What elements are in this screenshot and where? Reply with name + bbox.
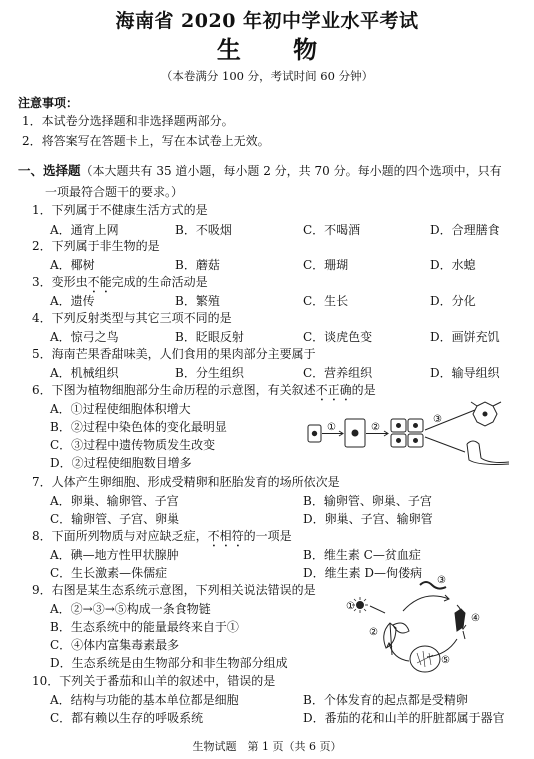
cell-nucleus — [352, 430, 358, 436]
part-desc: （本大题共有 35 道小题，每小题 2 分，共 70 分。每小题的四个选项中，只有 — [80, 164, 502, 178]
option: A．①过程使细胞体积增大 — [50, 402, 191, 416]
option: B．不吸烟 — [175, 223, 232, 237]
stem-emphasis: 不相符 — [207, 529, 244, 543]
label-3: ③ — [433, 414, 442, 425]
sun-icon — [357, 602, 364, 609]
note-item: 1．本试卷分选择题和非选择题两部分。 — [22, 114, 234, 128]
option: C．谈虎色变 — [303, 330, 373, 344]
stem-text: 6．下图为植物细胞部分生命历程的示意图，有关叙述 — [32, 383, 316, 397]
root-hair-cell — [467, 441, 509, 463]
cell-nucleus — [312, 431, 316, 435]
question-stem: 5．海南芒果香甜味美，人们食用的果肉部分主要属于 — [32, 347, 316, 361]
option: B．②过程中染色体的变化最明显 — [50, 420, 227, 434]
option: D．水螅 — [430, 258, 476, 272]
subject-title: 生 物 — [216, 35, 340, 64]
option: C．生长激素—侏儒症 — [50, 566, 168, 580]
option: A．机械组织 — [50, 366, 119, 380]
option: D．画饼充饥 — [430, 330, 500, 344]
option: C．不喝酒 — [303, 223, 361, 237]
option: C．都有赖以生存的呼吸系统 — [50, 711, 204, 725]
label-5: ⑤ — [441, 655, 450, 666]
question-stem: 10．下列关于番茄和山羊的叙述中，错误的是 — [32, 674, 276, 688]
cell-process-figure — [305, 400, 520, 468]
question-stem: 2．下列属于非生物的是 — [32, 239, 160, 253]
option: A．结构与功能的基本单位都是细胞 — [50, 693, 239, 707]
stem-text: 的一项是 — [243, 529, 292, 543]
option: A．碘—地方性甲状腺肿 — [50, 548, 179, 562]
option: A．②→③→⑤构成一条食物链 — [50, 602, 211, 616]
label-2: ② — [371, 422, 380, 433]
option: D．输导组织 — [430, 366, 500, 380]
label-2: ② — [369, 627, 378, 638]
exam-meta: （本卷满分 100 分，考试时间 60 分钟） — [160, 69, 374, 83]
option: A．椰树 — [50, 258, 95, 272]
option: D．维生素 D—佝偻病 — [303, 566, 423, 580]
stem-text: 的是 — [351, 383, 376, 397]
option: D．番茄的花和山羊的肝脏都属于器官 — [303, 711, 505, 725]
question-stem: 1．下列属于不健康生活方式的是 — [32, 203, 208, 217]
stem-text: 完成的生命活动是 — [111, 275, 208, 289]
option: C．珊瑚 — [303, 258, 349, 272]
stem-emphasis: 不能 — [87, 275, 112, 289]
option: A．遗传 — [50, 294, 95, 308]
option: D．②过程使细胞数目增多 — [50, 456, 192, 470]
option: B．个体发育的起点都是受精卵 — [303, 693, 468, 707]
option: C．营养组织 — [303, 366, 373, 380]
notes-heading: 注意事项： — [18, 96, 79, 110]
option: A．惊弓之鸟 — [50, 330, 119, 344]
label-1: ① — [346, 601, 355, 612]
option: C．③过程中遗传物质发生改变 — [50, 438, 216, 452]
stem-text: 3．变形虫 — [32, 275, 88, 289]
label-1: ① — [327, 422, 336, 433]
option: B．繁殖 — [175, 294, 220, 308]
option: B．蘑菇 — [175, 258, 220, 272]
note-item: 2．将答案写在答题卡上，写在本试卷上无效。 — [22, 134, 270, 148]
exam-title: 海南省 2020 年初中学业水平考试 — [115, 10, 419, 32]
option: D．生态系统是由生物部分和非生物部分组成 — [50, 656, 288, 670]
option: D．卵巢、子宫、输卵管 — [303, 512, 433, 526]
cycle-arrow — [403, 596, 449, 611]
question-stem: 9．右图是某生态系统示意图，下列相关说法错误的是 — [32, 583, 316, 597]
option: A．通宵上网 — [50, 223, 119, 237]
option: B．眨眼反射 — [175, 330, 244, 344]
option: B．维生素 C—贫血症 — [303, 548, 421, 562]
question-stem: 7．人体产生卵细胞、形成受精卵和胚胎发育的场所依次是 — [32, 475, 340, 489]
option: D．合理膳食 — [430, 223, 500, 237]
question-stem: 4．下列反射类型与其它三项不同的是 — [32, 311, 232, 325]
option: D．分化 — [430, 294, 476, 308]
option: B．输卵管、卵巢、子宫 — [303, 494, 432, 508]
process-arrow — [425, 437, 465, 452]
label-4: ④ — [471, 613, 480, 624]
stem-text: 8．下面所列物质与对应缺乏症， — [32, 529, 208, 543]
option: B．生态系统中的能量最终来自于① — [50, 620, 239, 634]
stem-emphasis: 不正确 — [315, 383, 352, 397]
option: B．分生组织 — [175, 366, 244, 380]
part-heading — [18, 160, 518, 203]
page-footer: 生物试题 第 1 页（共 6 页） — [192, 740, 342, 753]
option: C．输卵管、子宫、卵巢 — [50, 512, 180, 526]
part-desc-2: 一项最符合题干的要求。） — [45, 185, 184, 199]
option: C．④体内富集毒素最多 — [50, 638, 180, 652]
label-3: ③ — [437, 575, 446, 586]
option: A．卵巢、输卵管、子宫 — [50, 494, 179, 508]
energy-arrow — [370, 606, 385, 613]
option: C．生长 — [303, 294, 349, 308]
part-label: 一、选择题 — [18, 163, 81, 178]
ecosystem-figure — [345, 573, 495, 678]
